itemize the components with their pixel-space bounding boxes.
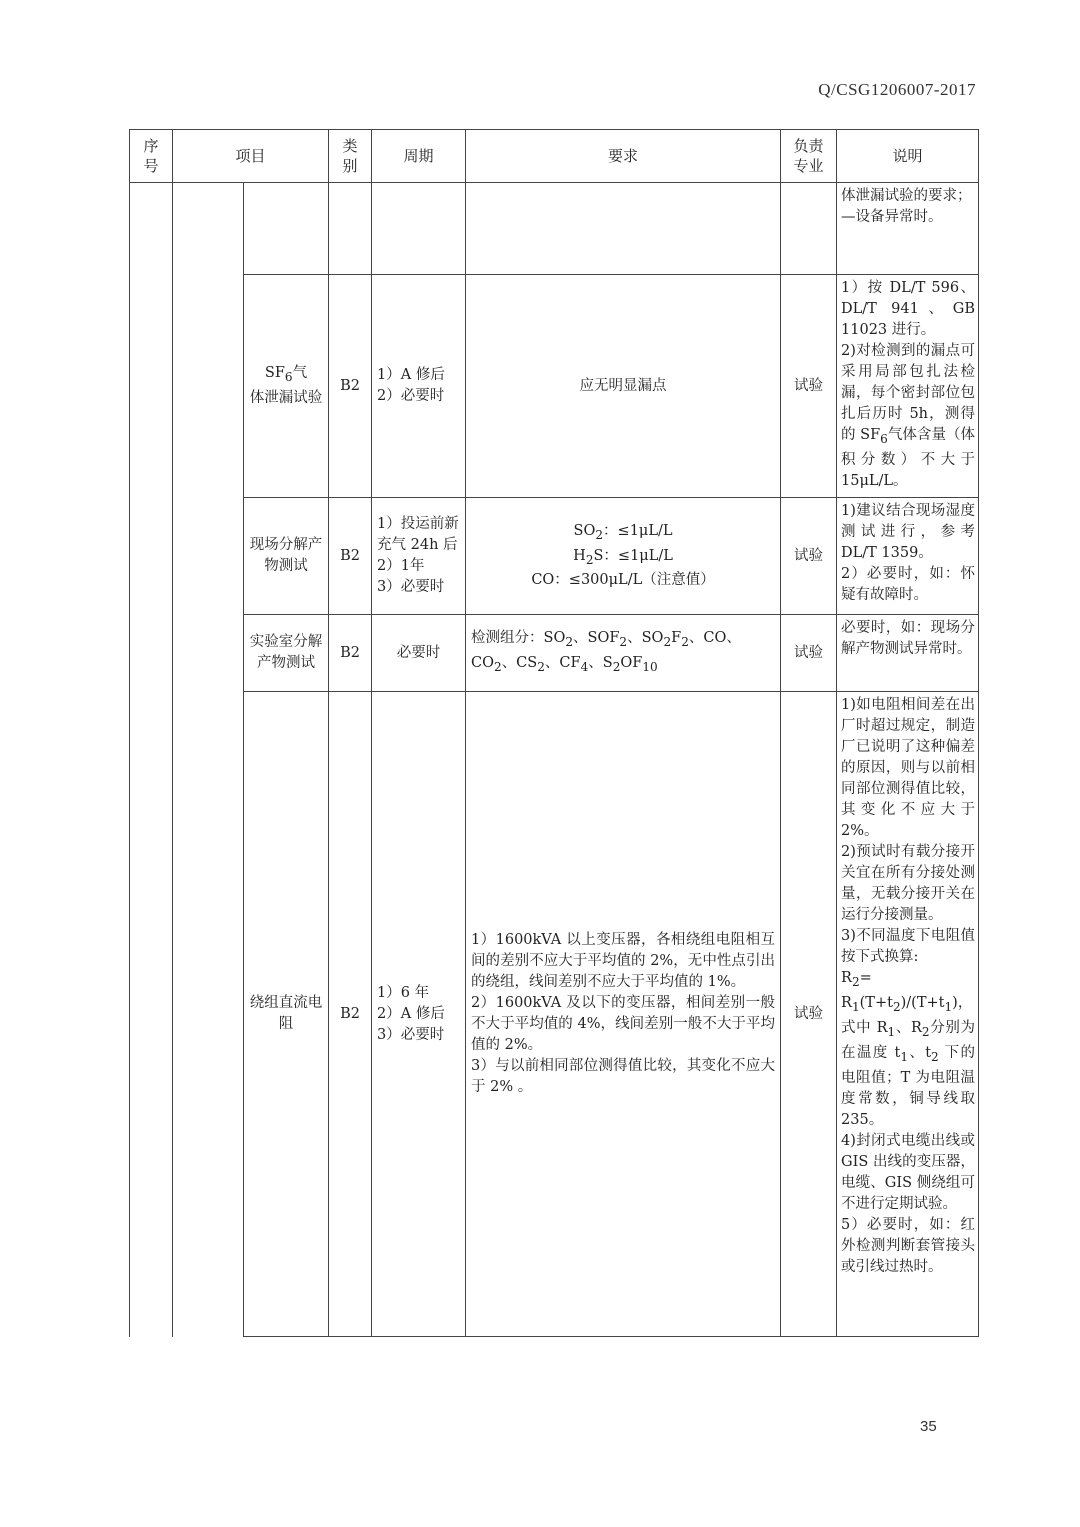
category-cell: B2 bbox=[329, 615, 372, 692]
header-note: 说明 bbox=[837, 130, 979, 183]
cycle-cell: 1）投运前新充气 24h 后 2）1年 3）必要时 bbox=[372, 498, 466, 615]
header-cycle: 周期 bbox=[372, 130, 466, 183]
responsible-cell: 试验 bbox=[781, 275, 837, 498]
note-cell: 体泄漏试验的要求； —设备异常时。 bbox=[837, 183, 979, 275]
header-seq: 序 号 bbox=[130, 130, 173, 183]
requirement-cell: 检测组分：$SO_2$、$SOF_2$、$SO_2F_2$、CO、$CO_2$、$CS_2$、$CF_4$、$S_2OF_{10}$ bbox=[466, 615, 781, 692]
page-number: 35 bbox=[920, 1418, 937, 1435]
responsible-cell bbox=[781, 183, 837, 275]
note-cell: 1)如电阻相间差在出厂时超过规定，制造厂已说明了这种偏差的原因，则与以前相同部位测得值比较，其变化不应大于 2%。 2)预试时有载分接开关宜在所有分接处测量，无载分接开关在运行分接测量。 3)不同温度下电阻值按下式换算: $R_2=$ $R_1(T+t_2)/(T+t_1)$， 式中 $R_1$、$R_2$分别为在温度 $t_1$、$t_2$ 下的电阻值；T 为电阻温度常数，铜导线取 235。 4)封闭式电缆出线或 GIS 出线的变压器，电缆、GIS 侧绕组可不进行定期试验。 5）必要时，如：红外检测判断套管接头或引线过热时。 bbox=[837, 692, 979, 1337]
item-cell: 实验室分解产物测试 bbox=[244, 615, 329, 692]
test-requirements-table bbox=[129, 129, 979, 1337]
category-cell: B2 bbox=[329, 275, 372, 498]
note-cell: 必要时，如：现场分解产物测试异常时。 bbox=[837, 615, 979, 692]
category-cell: B2 bbox=[329, 498, 372, 615]
note-cell: 1）按 DL/T 596、DL/T 941、GB 11023 进行。 2)对检测到的漏点可采用局部包扎法检漏，每个密封部位包扎后历时 5h，测得的 $SF_6$气体含量（体积分数）不大于 15μL/L。 bbox=[837, 275, 979, 498]
responsible-cell: 试验 bbox=[781, 615, 837, 692]
requirement-cell bbox=[466, 183, 781, 275]
table-row bbox=[130, 692, 979, 1337]
responsible-cell: 试验 bbox=[781, 498, 837, 615]
item-cell bbox=[244, 183, 329, 275]
responsible-cell: 试验 bbox=[781, 692, 837, 1337]
document-code: Q/CSG1206007-2017 bbox=[818, 80, 976, 99]
category-cell: B2 bbox=[329, 692, 372, 1337]
cycle-cell bbox=[372, 183, 466, 275]
table-row bbox=[130, 275, 979, 498]
cycle-cell: 1）6 年 2）A 修后 3）必要时 bbox=[372, 692, 466, 1337]
requirement-cell: 应无明显漏点 bbox=[466, 275, 781, 498]
table-row bbox=[130, 183, 979, 275]
requirement-cell: 1）1600kVA 以上变压器，各相绕组电阻相互间的差别不应大于平均值的 2%，无中性点引出的绕组，线间差别不应大于平均值的 1%。 2）1600kVA 及以下的变压器，相间差别一般不大于平均值的 4%，线间差别一般不大于平均值的 2%。 3）与以前相同部位测得值比较，其变化不应大于 2% 。 bbox=[466, 692, 781, 1337]
table-row bbox=[130, 498, 979, 615]
cycle-cell: 必要时 bbox=[372, 615, 466, 692]
category-cell bbox=[329, 183, 372, 275]
requirement-cell: $SO_2$：≤1μL/L $H_2S$：≤1μL/L CO：≤300μL/L（注意值） bbox=[466, 498, 781, 615]
note-cell: 1)建议结合现场湿度测试进行，参考 DL/T 1359。 2）必要时，如：怀疑有故障时。 bbox=[837, 498, 979, 615]
item-cell: 绕组直流电阻 bbox=[244, 692, 329, 1337]
item-cell: 现场分解产物测试 bbox=[244, 498, 329, 615]
seq-cell bbox=[130, 183, 173, 1337]
header-responsible: 负责 专业 bbox=[781, 130, 837, 183]
header-item: 项目 bbox=[173, 130, 329, 183]
header-category: 类 别 bbox=[329, 130, 372, 183]
cycle-cell: 1）A 修后 2）必要时 bbox=[372, 275, 466, 498]
parent-item-cell bbox=[173, 183, 244, 1337]
header-requirement: 要求 bbox=[466, 130, 781, 183]
table-row bbox=[130, 615, 979, 692]
table-header-row bbox=[130, 130, 979, 183]
item-cell: $SF_6$气 体泄漏试验 bbox=[244, 275, 329, 498]
